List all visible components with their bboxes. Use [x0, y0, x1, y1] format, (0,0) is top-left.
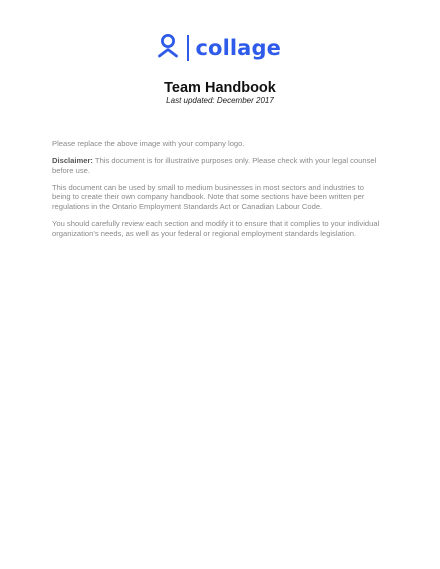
disclaimer-label: Disclaimer:: [52, 156, 93, 166]
last-updated-date: Last updated: December 2017: [166, 96, 274, 105]
company-logo: [157, 33, 281, 63]
logo-wordmark: collage: [195, 36, 281, 60]
disclaimer-paragraph: [52, 156, 382, 175]
document-body: [52, 139, 382, 246]
logo-divider: [187, 35, 189, 61]
person-icon: [157, 33, 179, 63]
document-title: Team Handbook: [164, 80, 276, 96]
usage-paragraph: This document can be used by small to medium businesses in most sectors and industries to being to create their own company handbook. Note that some sections have been written per regulations in the Ontario Employment Standards Act or Canadian Labour Code.: [52, 182, 365, 211]
logo-instruction-paragraph: Please replace the above image with your company logo.: [52, 139, 245, 148]
review-paragraph: You should carefully review each section and modify it to ensure that it complies to your individual organization's needs, as well as your federal or regional employment standards legislation.: [52, 219, 380, 238]
disclaimer-text: This document is for illustrative purposes only. Please check with your legal counsel before use.: [52, 156, 377, 175]
